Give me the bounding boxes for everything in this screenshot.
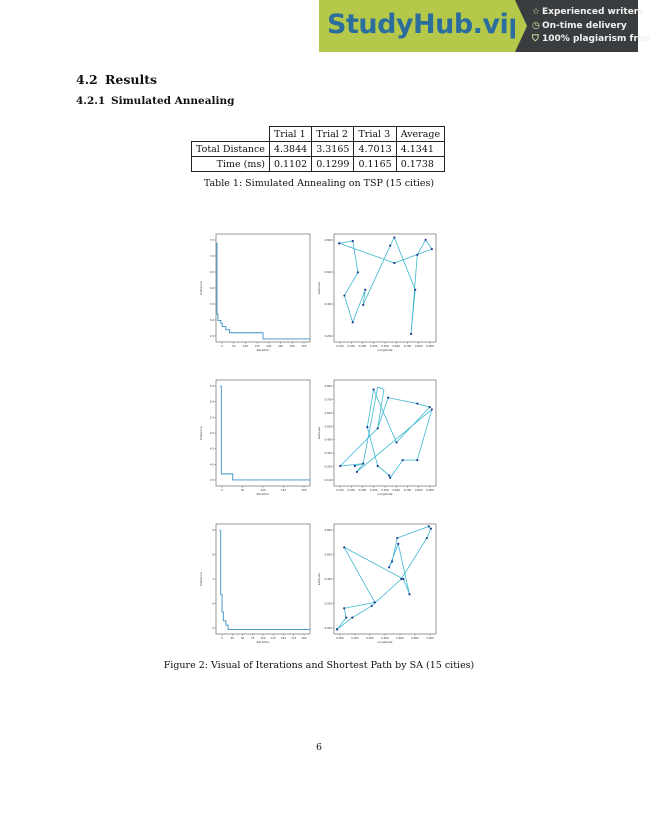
city-point: [397, 543, 399, 545]
brand-logo[interactable]: [319, 0, 528, 52]
city-point: [343, 294, 345, 296]
city-point: [410, 333, 412, 335]
plot-frame: [216, 524, 310, 634]
x-tick-label: 100: [260, 637, 266, 640]
city-point: [377, 465, 379, 467]
y-tick-label: 0.000: [324, 627, 332, 630]
tsp-route-chart-1: [314, 228, 440, 356]
figure-caption: Figure 2: Visual of Iterations and Shortest Path by SA (15 cities): [163, 660, 475, 671]
x-axis-label: Longitude: [377, 640, 393, 644]
city-point: [416, 254, 418, 256]
x-tick-label: 50: [240, 637, 245, 640]
y-tick-label: 6.0: [209, 287, 214, 290]
x-tick-label: 0.500: [381, 489, 389, 492]
x-tick-label: 300: [289, 345, 295, 348]
table-cell: 4.7013: [354, 142, 396, 157]
banner-arrow: [515, 0, 527, 52]
y-tick-label: 8: [212, 553, 214, 557]
tsp-route-chart-2: [314, 374, 440, 500]
y-tick-label: 0.600: [324, 271, 332, 274]
city-point: [366, 426, 368, 428]
plot-frame: [334, 524, 436, 634]
y-axis-label: Distance: [199, 572, 203, 586]
y-tick-label: 6.5: [209, 271, 214, 274]
clock-icon: ◷: [532, 20, 540, 31]
x-tick-label: 200: [301, 637, 307, 640]
subsection-heading: [76, 95, 235, 107]
city-point: [416, 459, 418, 461]
x-tick-label: 150: [281, 637, 286, 640]
distance-iteration-chart-3: [196, 518, 314, 648]
x-tick-label: 0.900: [426, 345, 434, 348]
city-point: [402, 578, 404, 580]
city-point: [429, 406, 431, 408]
table-cell: 4.3844: [269, 142, 311, 157]
y-tick-label: 7.5: [209, 239, 214, 242]
city-point: [414, 289, 416, 291]
table-header-cell: Trial 3: [354, 127, 396, 142]
distance-iteration-chart-2: [196, 374, 314, 500]
y-tick-label: 0.100: [324, 479, 332, 482]
subsection-title: Simulated Annealing: [111, 95, 235, 107]
x-axis-label: Iteration: [256, 348, 270, 352]
table-row-label: Total Distance: [192, 142, 270, 157]
feature-list: [532, 6, 650, 47]
city-point: [431, 248, 433, 250]
x-tick-label: 125: [270, 637, 276, 640]
city-point: [388, 474, 390, 476]
y-tick-label: 0.400: [324, 438, 332, 442]
table-row-label: Time (ms): [192, 157, 270, 172]
y-tick-label: 0.400: [324, 303, 332, 306]
table-header-row: [192, 127, 445, 142]
y-tick-label: 0.200: [324, 465, 332, 469]
y-tick-label: 0.300: [324, 452, 332, 456]
city-point: [389, 245, 391, 247]
section-title: Results: [105, 72, 158, 87]
x-tick-label: 100: [260, 489, 266, 492]
city-point: [426, 537, 428, 539]
city-point: [400, 578, 402, 580]
table-header-cell: Average: [396, 127, 444, 142]
y-tick-label: 4.5: [209, 335, 214, 338]
x-tick-label: 0.600: [396, 637, 404, 640]
plot-frame: [216, 234, 310, 342]
city-point: [352, 240, 354, 242]
y-axis-label: Latitude: [317, 281, 321, 295]
y-axis-label: Distance: [199, 426, 203, 440]
table-cell: 0.1165: [354, 157, 396, 172]
city-point: [356, 471, 358, 473]
city-point: [402, 459, 404, 461]
y-tick-label: 6.0: [209, 400, 214, 404]
x-tick-label: 200: [301, 489, 307, 492]
feature-item: ⛉ 100% plagiarism free: [532, 33, 650, 47]
x-tick-label: 50: [232, 345, 236, 348]
city-point: [336, 628, 338, 630]
city-point: [364, 289, 366, 291]
y-tick-label: 5.0: [209, 319, 214, 322]
y-tick-label: 4.0: [209, 463, 214, 467]
x-tick-label: 175: [291, 637, 297, 640]
plot-frame: [334, 234, 436, 342]
x-tick-label: 0.300: [358, 345, 367, 348]
promo-banner[interactable]: [319, 0, 650, 52]
table-cell: 0.1738: [396, 157, 444, 172]
distance-iteration-chart-1: [196, 228, 314, 356]
y-tick-label: 0.200: [324, 335, 332, 338]
y-tick-label: 5.5: [209, 303, 214, 306]
x-axis-label: Longitude: [377, 348, 393, 352]
feature-item: ◷ On-time delivery: [532, 20, 650, 34]
table-cell: 0.1299: [312, 157, 354, 172]
x-tick-label: 0.800: [411, 637, 419, 640]
y-axis-label: Latitude: [317, 426, 321, 440]
y-tick-label: 4.5: [209, 447, 214, 451]
plot-frame: [216, 380, 310, 486]
y-tick-label: 0.500: [324, 425, 332, 429]
city-point: [371, 605, 373, 607]
star-icon: ☆: [532, 7, 541, 17]
x-tick-label: 0.500: [381, 345, 389, 348]
y-axis-label: Latitude: [317, 572, 321, 586]
city-point: [343, 607, 345, 609]
table-row: [192, 157, 445, 172]
brand-text: StudyHub.vip: [327, 9, 528, 40]
y-tick-label: 0.600: [324, 553, 332, 557]
x-tick-label: 0.800: [415, 345, 423, 348]
x-tick-label: 0.200: [347, 345, 355, 348]
y-axis-label: Distance: [199, 281, 203, 295]
x-tick-label: 0.700: [403, 489, 412, 492]
x-tick-label: 250: [278, 345, 284, 348]
city-point: [354, 465, 356, 467]
table-cell: 4.1341: [396, 142, 444, 157]
y-tick-label: 5.5: [209, 416, 214, 420]
x-tick-label: 0: [221, 345, 223, 348]
x-tick-label: 200: [266, 345, 272, 348]
y-tick-label: 0.800: [324, 239, 332, 242]
x-tick-label: 0.400: [381, 637, 389, 640]
x-tick-label: 0: [221, 637, 223, 640]
y-tick-label: 6.5: [209, 385, 214, 388]
feature-item: ☆ Experienced writers: [532, 6, 650, 20]
x-tick-label: 25: [230, 637, 234, 640]
city-point: [393, 262, 395, 264]
shield-icon: ⛉: [532, 34, 539, 44]
x-tick-label: 0: [221, 489, 223, 492]
city-point: [391, 560, 393, 562]
y-tick-label: 0.400: [324, 578, 332, 581]
tsp-route-chart-3: [314, 518, 440, 648]
table-caption: Table 1: Simulated Annealing on TSP (15 cities): [203, 178, 435, 189]
city-point: [389, 477, 391, 479]
x-tick-label: 100: [242, 345, 248, 348]
city-point: [352, 321, 354, 323]
page-number: 6: [315, 742, 323, 753]
x-tick-label: 0.300: [358, 489, 367, 492]
city-point: [374, 601, 376, 603]
city-point: [339, 465, 341, 467]
city-point: [357, 271, 359, 273]
x-tick-label: 1.000: [426, 637, 434, 640]
y-tick-label: 0.800: [324, 385, 332, 388]
x-axis-label: Iteration: [256, 640, 270, 644]
table-cell: 3.3165: [312, 142, 354, 157]
city-point: [408, 593, 410, 595]
city-point: [430, 528, 432, 530]
x-tick-label: 150: [281, 489, 286, 492]
city-point: [372, 388, 374, 390]
table-row: [192, 142, 445, 157]
y-tick-label: 7.0: [209, 255, 214, 258]
y-tick-label: 3.5: [209, 479, 214, 482]
table-header-cell: Trial 1: [269, 127, 311, 142]
table-corner-cell: [192, 127, 270, 142]
x-tick-label: 0.100: [336, 345, 344, 348]
y-tick-label: 7: [212, 578, 214, 581]
section-heading: [76, 72, 157, 87]
x-tick-label: 0.200: [347, 489, 355, 492]
city-point: [351, 617, 353, 619]
x-tick-label: 0.600: [392, 489, 400, 492]
y-tick-label: 5: [212, 627, 214, 630]
section-number: 4.2: [76, 72, 98, 87]
x-tick-label: 0.600: [392, 345, 400, 348]
x-tick-label: 150: [254, 345, 260, 348]
results-table: [191, 126, 445, 172]
city-point: [431, 408, 433, 410]
y-tick-label: 0.200: [324, 602, 332, 606]
city-point: [395, 441, 397, 443]
city-point: [345, 617, 347, 619]
x-tick-label: 0.800: [415, 489, 423, 492]
city-point: [338, 242, 340, 244]
x-tick-label: 0.100: [351, 637, 359, 640]
city-point: [362, 304, 364, 306]
y-tick-label: 0.700: [324, 398, 332, 402]
x-tick-label: 0.050: [336, 637, 344, 640]
y-tick-label: 6: [212, 602, 214, 606]
table-header-cell: Trial 2: [312, 127, 354, 142]
city-point: [393, 236, 395, 238]
x-tick-label: 0.200: [366, 637, 374, 640]
city-point: [424, 239, 426, 241]
city-point: [343, 546, 345, 548]
x-axis-label: Iteration: [256, 492, 270, 496]
city-point: [362, 463, 364, 465]
x-tick-label: 75: [251, 637, 255, 640]
x-tick-label: 350: [301, 345, 307, 348]
table-cell: 0.1102: [269, 157, 311, 172]
x-tick-label: 0.400: [370, 489, 378, 492]
x-tick-label: 0.700: [403, 345, 412, 348]
city-point: [416, 402, 418, 404]
subsection-number: 4.2.1: [76, 95, 106, 107]
x-tick-label: 50: [240, 489, 245, 492]
city-point: [377, 427, 379, 429]
x-tick-label: 0.100: [336, 489, 344, 492]
city-point: [387, 397, 389, 399]
y-tick-label: 0.600: [324, 411, 332, 415]
city-point: [388, 566, 390, 568]
city-point: [428, 525, 430, 527]
y-tick-label: 9: [212, 529, 214, 532]
y-tick-label: 5.0: [209, 432, 214, 435]
plot-frame: [334, 380, 436, 486]
city-point: [396, 537, 398, 539]
y-tick-label: 0.800: [324, 529, 332, 532]
x-axis-label: Longitude: [377, 492, 393, 496]
x-tick-label: 0.900: [426, 489, 434, 492]
x-tick-label: 0.400: [370, 345, 378, 348]
